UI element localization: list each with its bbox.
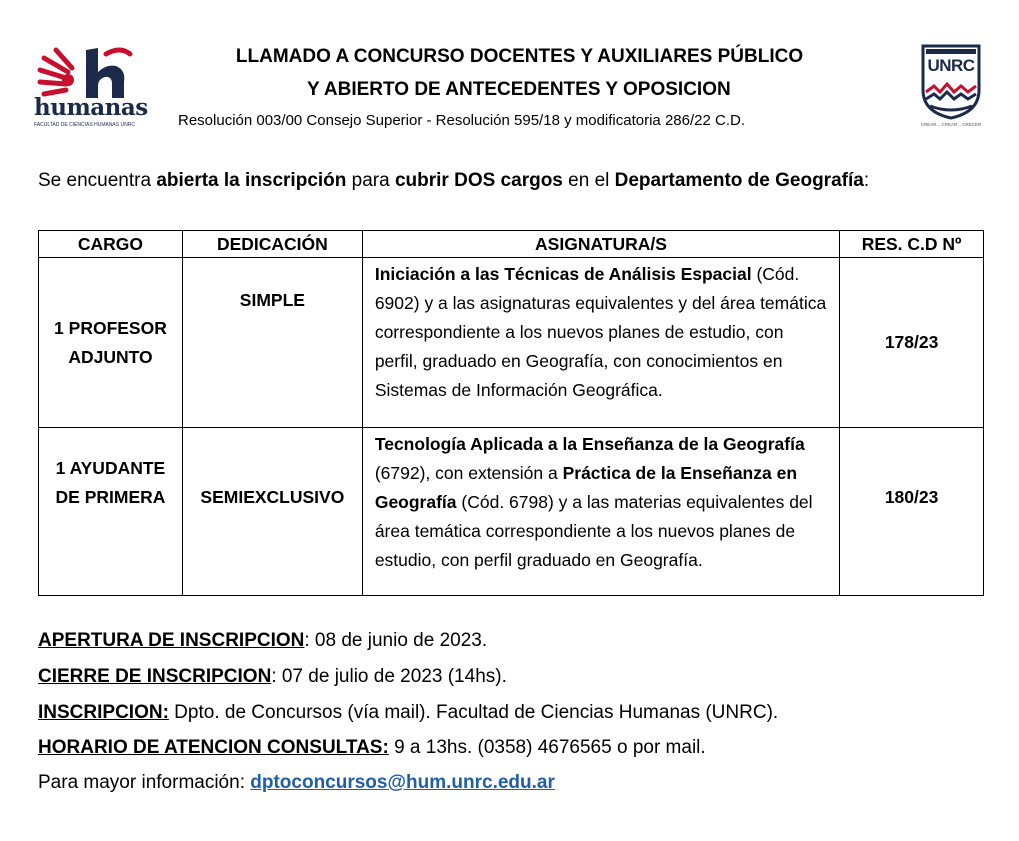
cell-cargo bbox=[39, 258, 183, 428]
inscripcion-line bbox=[38, 702, 778, 724]
intro-text-4: : bbox=[863, 170, 870, 191]
cierre-label: CIERRE DE INSCRIPCION bbox=[38, 666, 272, 687]
inscripcion-label: INSCRIPCION: bbox=[38, 702, 169, 723]
logo-unrc-name: UNRC bbox=[927, 56, 975, 75]
document-header bbox=[0, 0, 1019, 140]
unrc-logo bbox=[920, 44, 982, 130]
cell-res-cd: 180/23 bbox=[840, 428, 984, 596]
cell-asignaturas bbox=[362, 428, 839, 596]
asignatura-name: Tecnología Aplicada a la Enseñanza de la Geografía bbox=[374, 434, 805, 454]
asignatura-extension-detail: (Cód. 6798) y a las materias equivalentes del área temática correspondiente a los nuevos planes de estudio, con perfil graduado en Geografía. bbox=[374, 492, 813, 570]
table-row bbox=[39, 258, 984, 428]
horario-label: HORARIO DE ATENCION CONSULTAS: bbox=[38, 737, 389, 758]
intro-text-2: para bbox=[346, 170, 395, 191]
horario-value: 9 a 13hs. (0358) 4676565 o por mail. bbox=[388, 737, 706, 758]
intro-bold-2: cubrir DOS cargos bbox=[394, 170, 563, 191]
resolution-reference: Resolución 003/00 Consejo Superior - Resolución 595/18 y modificatoria 286/22 C.D. bbox=[178, 112, 745, 129]
header-asignaturas: ASIGNATURA/S bbox=[362, 231, 839, 258]
cierre-value: : 07 de julio de 2023 (14hs). bbox=[271, 666, 507, 687]
logo-humanas-subtitle: FACULTAD DE CIENCIAS HUMANAS UNRC bbox=[34, 122, 135, 128]
asignatura-extension-name: Práctica de la Enseñanza en Geografía bbox=[374, 463, 798, 512]
table-header-row bbox=[39, 231, 984, 258]
positions-table bbox=[38, 230, 984, 596]
cierre-line bbox=[38, 666, 507, 688]
contact-email-link[interactable]: dptoconcursos@hum.unrc.edu.ar bbox=[250, 772, 555, 793]
asignatura-detail: (6792), con extensión a bbox=[374, 463, 563, 483]
intro-text-1: Se encuentra bbox=[38, 170, 157, 191]
cell-asignaturas bbox=[362, 258, 839, 428]
apertura-value: : 08 de junio de 2023. bbox=[304, 630, 488, 651]
cargo-line-1: 1 PROFESOR bbox=[54, 317, 167, 338]
title-line-2: Y ABIERTO DE ANTECEDENTES Y OPOSICION bbox=[307, 79, 731, 100]
more-info-text: Para mayor información: bbox=[38, 772, 251, 793]
cell-cargo bbox=[39, 428, 183, 596]
apertura-line bbox=[38, 630, 487, 652]
horario-line bbox=[38, 737, 706, 759]
cell-dedicacion: SEMIEXCLUSIVO bbox=[182, 428, 362, 596]
header-dedicacion: DEDICACIÓN bbox=[182, 231, 362, 258]
intro-bold-1: abierta la inscripción bbox=[156, 170, 347, 191]
asignatura-name: Iniciación a las Técnicas de Análisis Espacial bbox=[374, 264, 752, 284]
logo-unrc-motto: CREAR... CREAR... CRECER bbox=[920, 122, 982, 127]
intro-text-3: en el bbox=[562, 170, 615, 191]
intro-bold-3: Departamento de Geografía bbox=[614, 170, 864, 191]
apertura-label: APERTURA DE INSCRIPCION bbox=[38, 630, 305, 651]
intro-paragraph bbox=[38, 170, 869, 192]
cargo-line-1: 1 AYUDANTE bbox=[55, 458, 166, 478]
more-info-line bbox=[38, 772, 555, 794]
title-line-1: LLAMADO A CONCURSO DOCENTES Y AUXILIARES PÚBLICO bbox=[235, 46, 804, 67]
header-res-cd: RES. C.D Nº bbox=[840, 231, 984, 258]
cell-res-cd: 178/23 bbox=[840, 258, 984, 428]
inscripcion-value: Dpto. de Concursos (vía mail). Facultad de Ciencias Humanas (UNRC). bbox=[168, 702, 779, 723]
cargo-line-2: DE PRIMERA bbox=[55, 487, 166, 507]
cargo-line-2: ADJUNTO bbox=[68, 346, 153, 367]
logo-humanas-name: humanas bbox=[34, 94, 148, 121]
cell-dedicacion: SIMPLE bbox=[182, 258, 362, 428]
table-row bbox=[39, 428, 984, 596]
header-cargo: CARGO bbox=[39, 231, 183, 258]
asignatura-detail: (Cód. 6902) y a las asignaturas equivalentes y del área temática correspondiente a los nuevos planes de estudio, con perfil, graduado en Geografía, con conocimientos en Sistemas de Información Geográfica. bbox=[374, 264, 827, 400]
